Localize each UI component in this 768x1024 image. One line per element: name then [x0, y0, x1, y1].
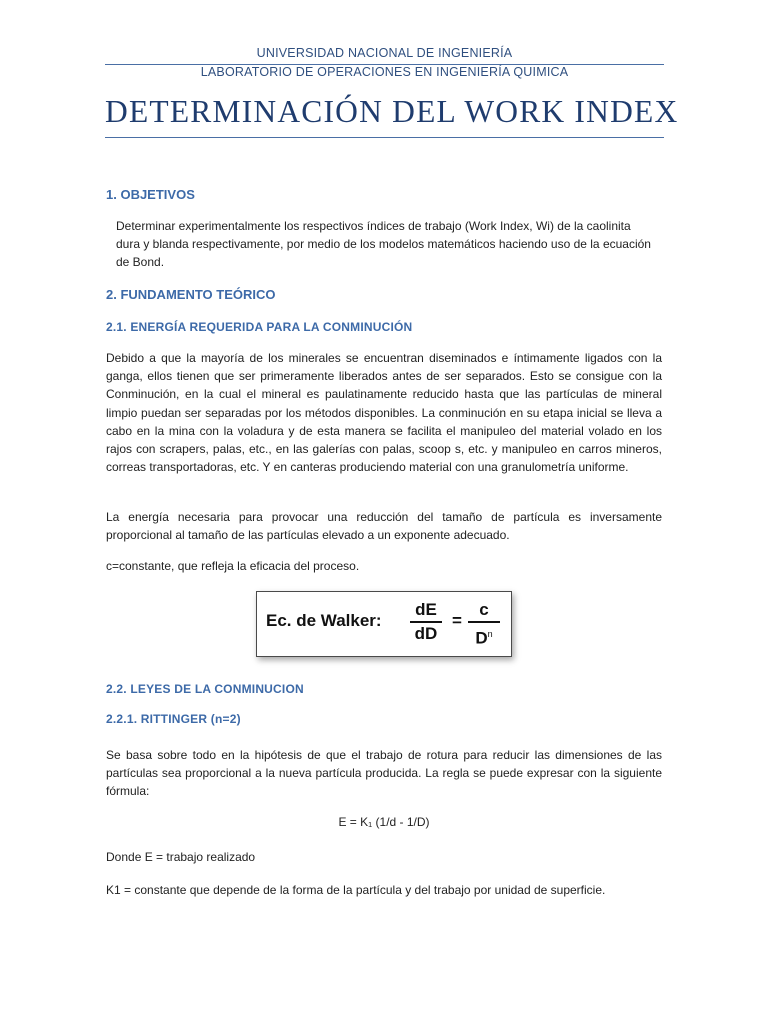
walker-denominator-left: dD: [414, 624, 438, 643]
walker-denominator-right: [464, 624, 504, 649]
walker-label: Ec. de Walker:: [266, 611, 382, 630]
section-energia-heading: 2.1. ENERGÍA REQUERIDA PARA LA CONMINUCIÓN: [106, 320, 413, 334]
lab-name: LABORATORIO DE OPERACIONES EN INGENIERÍA QUIMICA: [200, 65, 569, 79]
rittinger-paragraph-2: Donde E = trabajo realizado: [106, 850, 256, 864]
section-objetivos-heading: 1. OBJETIVOS: [106, 187, 195, 202]
energia-paragraph-1: Debido a que la mayoría de los minerales se encuentran diseminados e íntimamente ligados con la ganga, ellos tienen que ser primeramente liberados antes de ser separados. Esto se consigue con la Conminución, en la cual el mineral es paulatinamente reducido hasta que las partículas de mineral limpio puedan ser separadas por los métodos disponibles. La conminución en su etapa inicial se lleva a cabo en la mina con la voladura y de esta manera se facilita el manipuleo del material volado en los rajos con scrapers, palas, etc., en las galerías con palas, scoop s, etc. y manipuleo en carros mineros, correas transportadoras, etc. Y en canteras produciendo material con una granulometría uniforme.: [106, 351, 662, 475]
energia-paragraph-3: c=constante, que refleja la eficacia del proceso.: [106, 559, 360, 573]
document-title: DETERMINACIÓN DEL WORK INDEX: [105, 94, 679, 129]
walker-fraction-left: [406, 600, 446, 644]
title-rule: [105, 137, 664, 138]
walker-exponent: n: [487, 629, 493, 639]
rittinger-paragraph-1: Se basa sobre todo en la hipótesis de que el trabajo de rotura para reducir las dimensiones de las partículas sea proporcional a la nueva partícula producida. La regla se puede expresar con la siguiente fórmula:: [106, 748, 662, 799]
rittinger-paragraph-3: K1 = constante que depende de la forma de la partícula y del trabajo por unidad de superficie.: [106, 883, 606, 897]
fraction-bar: [410, 621, 442, 623]
walker-numerator-right: c: [479, 600, 489, 619]
walker-fraction-right: [464, 600, 504, 649]
rittinger-formula: E = K₁ (1/d - 1/D): [338, 815, 430, 829]
walker-denominator-base: D: [475, 628, 488, 648]
energia-paragraph-2: La energía necesaria para provocar una reducción del tamaño de partícula es inversamente proporcional al tamaño de las partículas elevado a un exponente adecuado.: [106, 510, 662, 543]
fraction-bar: [468, 621, 500, 623]
section-rittinger-heading: 2.2.1. RITTINGER (n=2): [106, 712, 241, 726]
objetivos-text: Determinar experimentalmente los respectivos índices de trabajo (Work Index, Wi) de la caolinita dura y blanda respectivamente, por medio de los modelos matemáticos haciendo uso de la ecuación de Bond.: [116, 219, 651, 270]
section-fundamento-heading: 2. FUNDAMENTO TEÓRICO: [106, 287, 276, 302]
walker-equation-box: [256, 591, 512, 657]
walker-numerator-left: dE: [415, 600, 437, 619]
equals-sign: =: [452, 611, 462, 630]
section-leyes-heading: 2.2. LEYES DE LA CONMINUCION: [106, 682, 304, 696]
university-name: UNIVERSIDAD NACIONAL DE INGENIERÍA: [256, 46, 513, 60]
